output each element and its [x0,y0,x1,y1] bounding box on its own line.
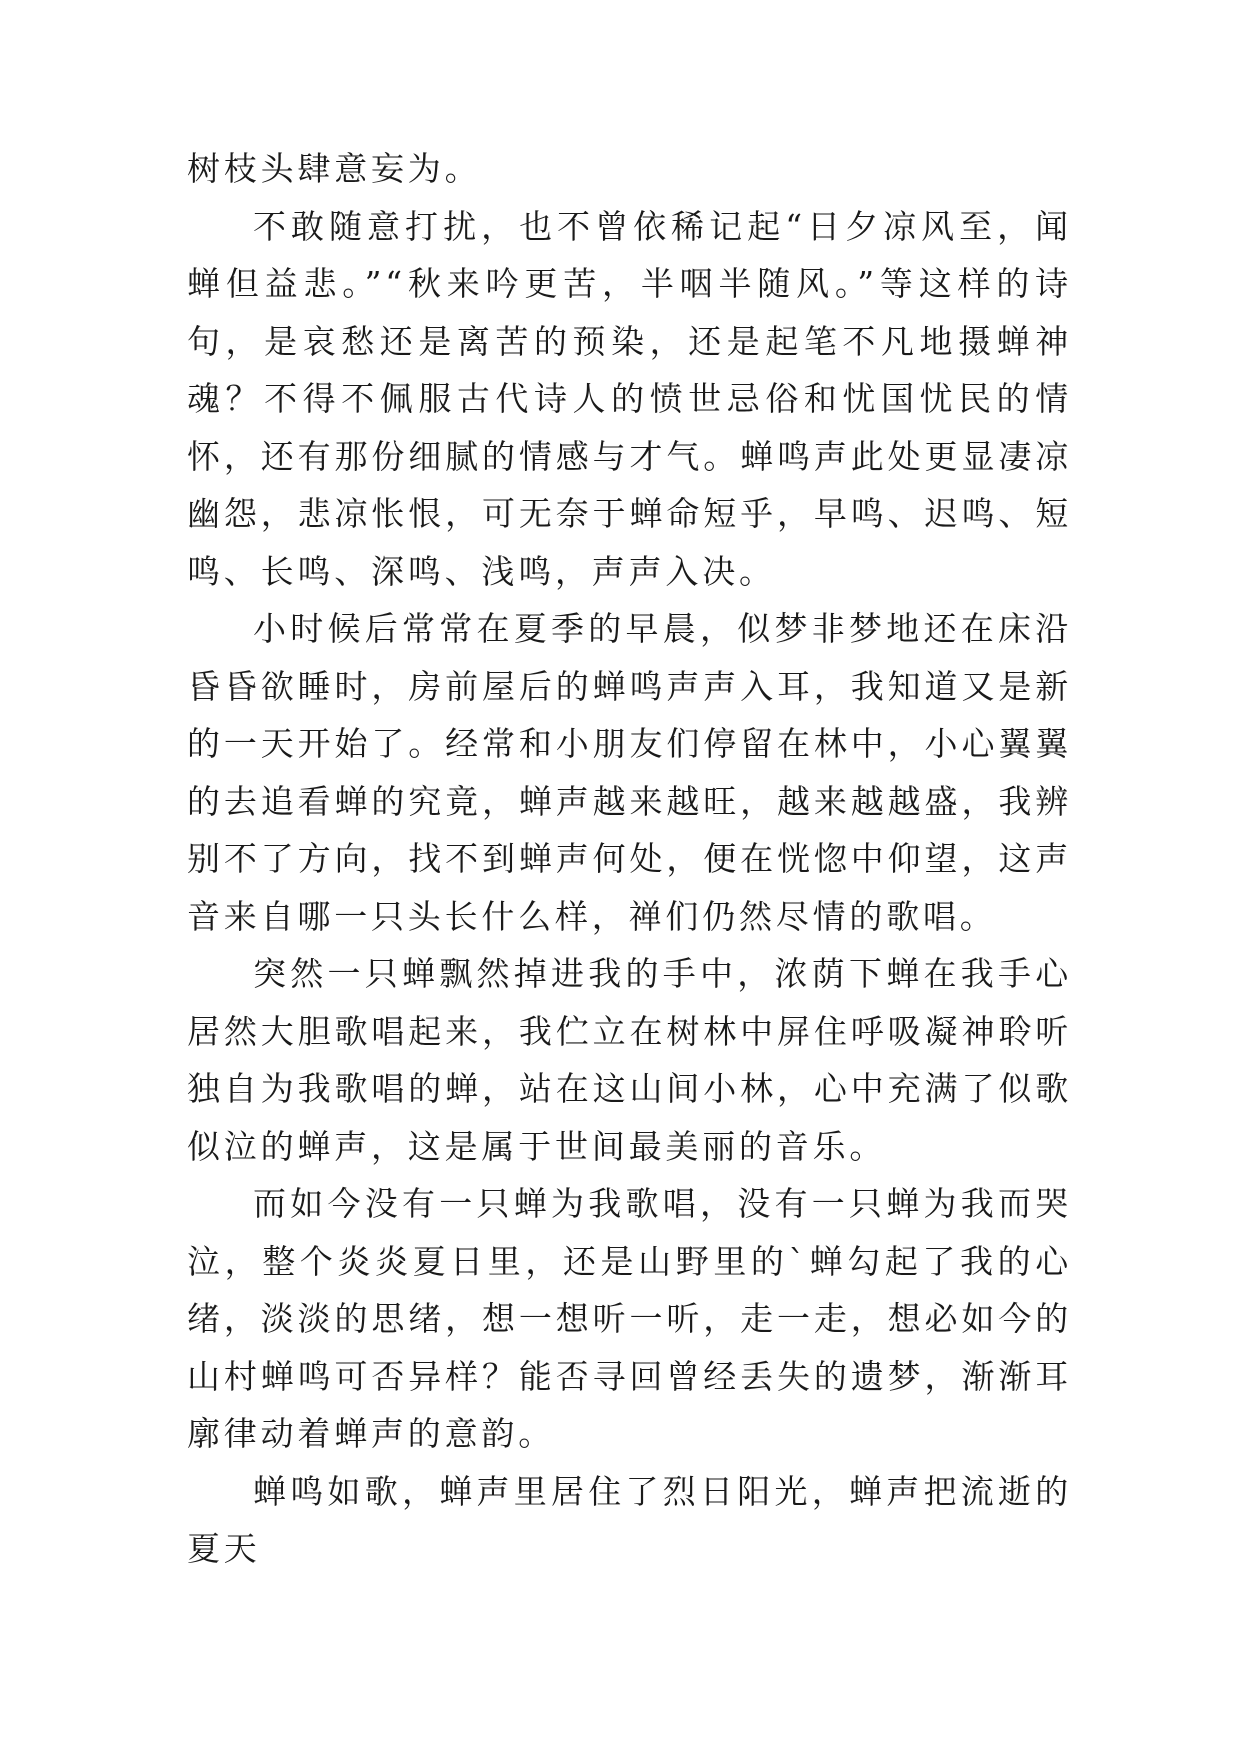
paragraph-1: 树枝头肆意妄为。 [187,149,482,188]
paragraph-5: 而如今没有一只蝉为我歌唱，没有一只蝉为我而哭泣，整个炎炎夏日里，还是山野里的`蝉勾起了我的心绪，淡淡的思绪，想一想听一听，走一走，想必如今的山村蝉鸣可否异样？能否寻回曾经丢失的遗梦，渐渐耳廓律动着蝉声的意韵。 [187,1184,1072,1453]
paragraph-4: 突然一只蝉飘然掉进我的手中，浓荫下蝉在我手心居然大胆歌唱起来，我伫立在树林中屏住呼吸凝神聆听独自为我歌唱的蝉，站在这山间小林，心中充满了似歌似泣的蝉声，这是属于世间最美丽的音乐。 [187,954,1072,1166]
paragraph-6: 蝉鸣如歌，蝉声里居住了烈日阳光，蝉声把流逝的夏天 [187,1471,1072,1568]
paragraph-2: 不敢随意打扰，也不曾依稀记起“日夕凉风至，闻蝉但益悲。”“秋来吟更苦，半咽半随风。”等这样的诗句，是哀愁还是离苦的预染，还是起笔不凡地摄蝉神魂？不得不佩服古代诗人的愤世忌俗和忧国忧民的情怀，还有那份细腻的情感与才气。蝉鸣声此处更显凄凉幽怨，悲凉怅恨，可无奈于蝉命短乎，早鸣、迟鸣、短鸣、长鸣、深鸣、浅鸣，声声入决。 [187,206,1072,591]
paragraph-3: 小时候后常常在夏季的早晨，似梦非梦地还在床沿昏昏欲睡时，房前屋后的蝉鸣声声入耳，我知道又是新的一天开始了。经常和小朋友们停留在林中，小心翼翼的去追看蝉的究竟，蝉声越来越旺，越来越越盛，我辨别不了方向，找不到蝉声何处，便在恍惚中仰望，这声音来自哪一只头长什么样，禅们仍然尽情的歌唱。 [187,609,1072,936]
document-body [187,140,1072,1578]
